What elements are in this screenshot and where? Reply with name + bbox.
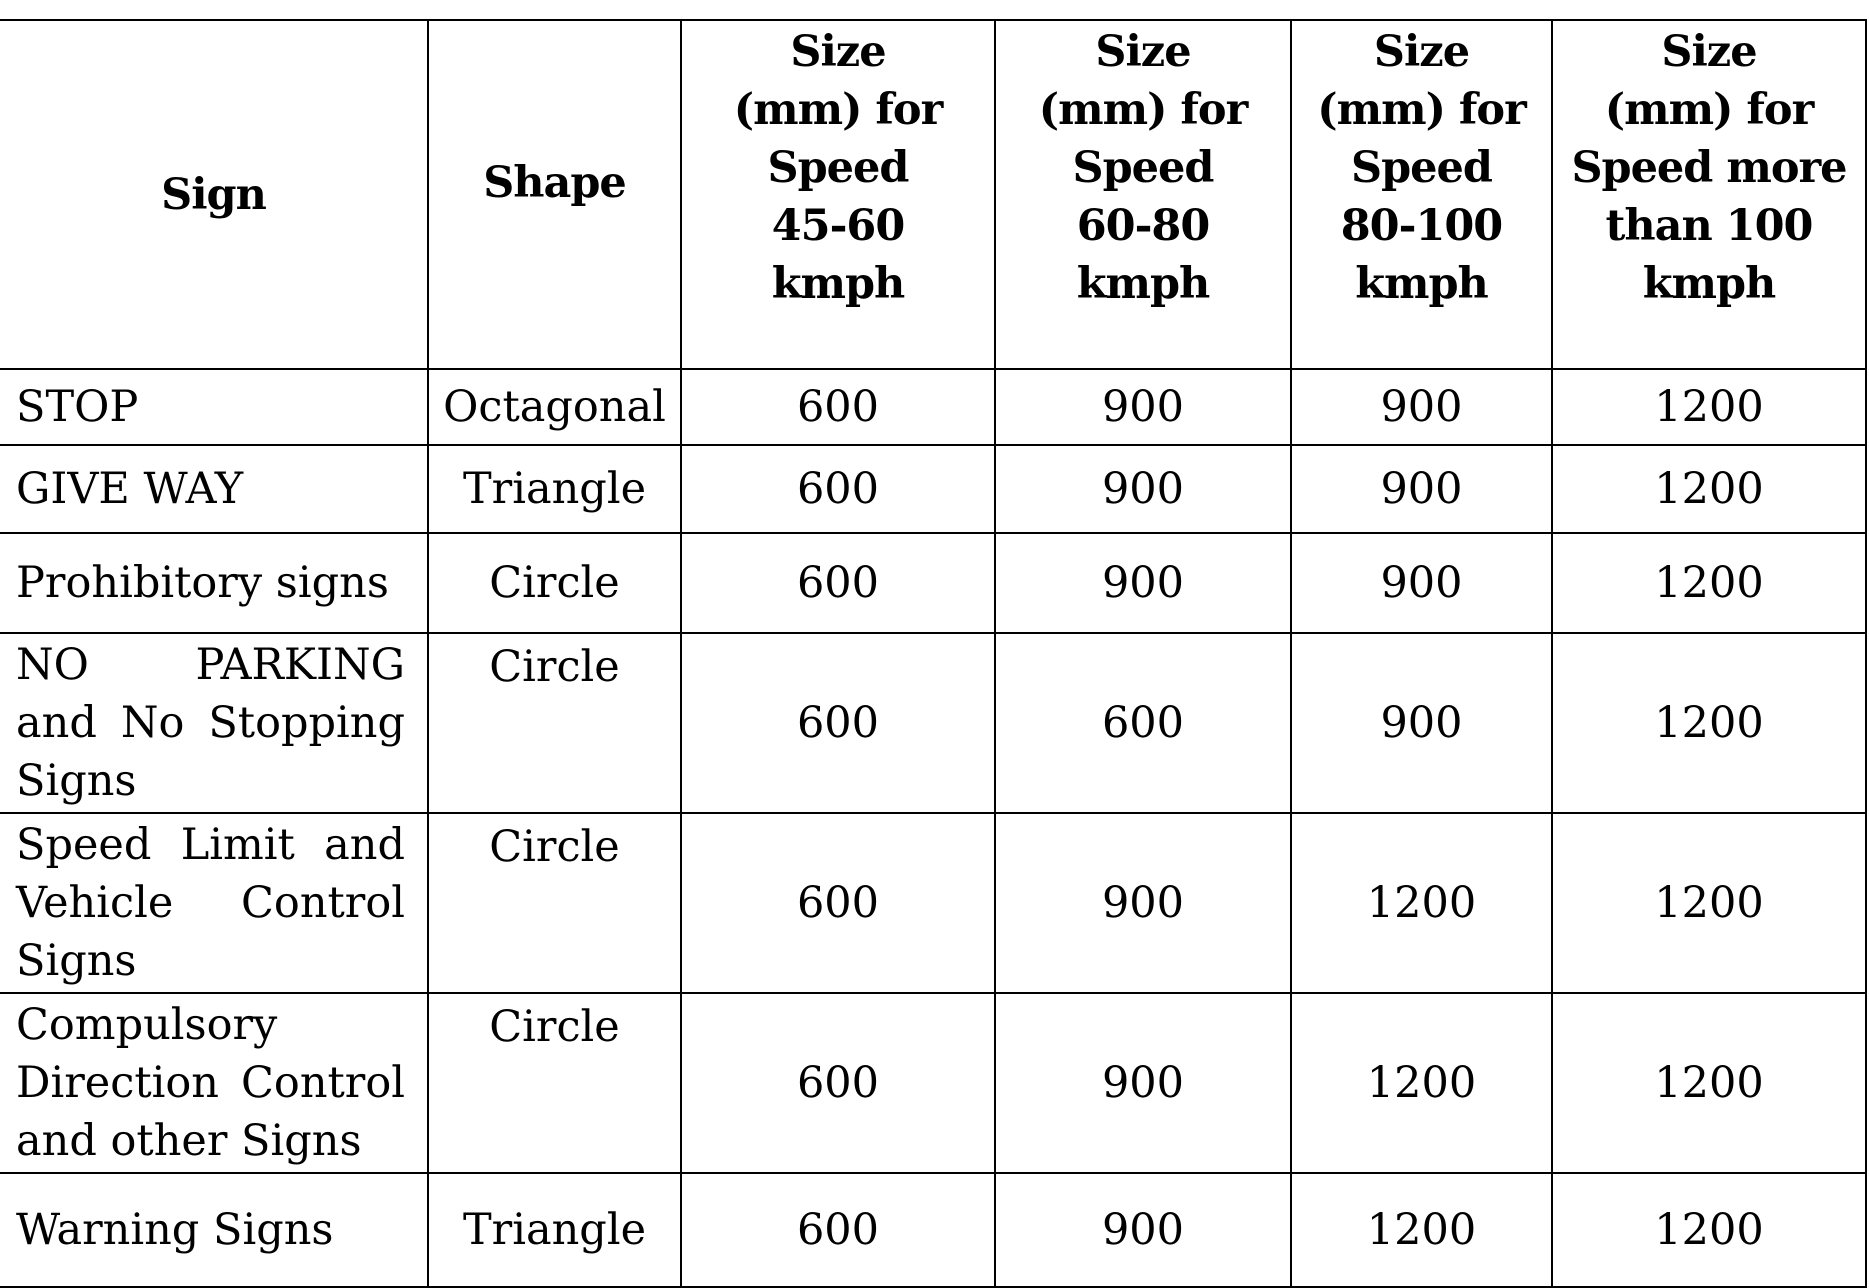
header-line: Size [790, 27, 886, 77]
cell-sign: STOP [0, 369, 428, 445]
cell-size-80-100: 1200 [1291, 993, 1552, 1173]
cell-size-60-80: 900 [995, 533, 1291, 633]
cell-size-60-80: 900 [995, 1173, 1291, 1287]
header-line: kmph [1355, 259, 1488, 309]
cell-shape: Circle [428, 993, 681, 1173]
cell-size-45-60: 600 [681, 993, 995, 1173]
cell-size-45-60: 600 [681, 633, 995, 813]
header-line: Speed [1072, 143, 1214, 193]
header-line: 80-100 [1340, 201, 1503, 251]
table-row [0, 1173, 1866, 1287]
table-header-row [0, 20, 1866, 369]
cell-size-80-100: 900 [1291, 533, 1552, 633]
cell-size-80-100: 1200 [1291, 1173, 1552, 1287]
cell-shape: Circle [428, 813, 681, 993]
cell-shape: Triangle [428, 445, 681, 533]
cell-size-60-80: 600 [995, 633, 1291, 813]
cell-sign: Warning Signs [0, 1173, 428, 1287]
cell-size-45-60: 600 [681, 533, 995, 633]
header-line: (mm) for [1317, 85, 1526, 135]
header-speed-60-80 [995, 20, 1291, 369]
cell-size-over-100: 1200 [1552, 633, 1866, 813]
cell-size-45-60: 600 [681, 445, 995, 533]
cell-size-60-80: 900 [995, 813, 1291, 993]
cell-size-over-100: 1200 [1552, 445, 1866, 533]
table-row [0, 993, 1866, 1173]
header-speed-over-100 [1552, 20, 1866, 369]
cell-shape: Circle [428, 533, 681, 633]
header-line: 45-60 [771, 201, 905, 251]
cell-sign: GIVE WAY [0, 445, 428, 533]
cell-sign: Compulsory Direction Control and other Signs [0, 993, 428, 1173]
table-row [0, 813, 1866, 993]
sign-size-table [0, 19, 1867, 1288]
cell-size-over-100: 1200 [1552, 1173, 1866, 1287]
cell-size-over-100: 1200 [1552, 369, 1866, 445]
cell-size-60-80: 900 [995, 445, 1291, 533]
table-row [0, 633, 1866, 813]
cell-size-over-100: 1200 [1552, 993, 1866, 1173]
header-line: (mm) for [733, 85, 943, 135]
cell-size-over-100: 1200 [1552, 813, 1866, 993]
header-line: Speed [1351, 143, 1492, 193]
header-speed-45-60 [681, 20, 995, 369]
cell-size-80-100: 900 [1291, 445, 1552, 533]
header-line: (mm) for [1604, 85, 1814, 135]
header-line: Speed [767, 143, 909, 193]
cell-size-60-80: 900 [995, 993, 1291, 1173]
header-line: than 100 [1605, 201, 1813, 251]
header-speed-80-100 [1291, 20, 1552, 369]
table-row [0, 369, 1866, 445]
header-line: Size [1661, 27, 1757, 77]
cell-size-45-60: 600 [681, 1173, 995, 1287]
header-line: (mm) for [1038, 85, 1248, 135]
cell-sign: NO PARKING and No Stopping Signs [0, 633, 428, 813]
cell-shape: Octagonal [428, 369, 681, 445]
header-line: kmph [1642, 259, 1776, 309]
header-line: kmph [771, 259, 905, 309]
cell-size-45-60: 600 [681, 369, 995, 445]
table-row [0, 533, 1866, 633]
header-sign: Sign [0, 20, 428, 369]
header-line: Speed more [1571, 143, 1847, 193]
cell-size-45-60: 600 [681, 813, 995, 993]
cell-sign: Prohibitory signs [0, 533, 428, 633]
cell-size-80-100: 900 [1291, 369, 1552, 445]
cell-shape: Triangle [428, 1173, 681, 1287]
cell-sign: Speed Limit and Vehicle Control Signs [0, 813, 428, 993]
header-line: Size [1095, 27, 1191, 77]
cell-size-80-100: 1200 [1291, 813, 1552, 993]
header-shape: Shape [428, 20, 681, 369]
header-line: Size [1373, 27, 1470, 77]
header-line: kmph [1076, 259, 1210, 309]
cell-size-80-100: 900 [1291, 633, 1552, 813]
table-row [0, 445, 1866, 533]
header-line: 60-80 [1076, 201, 1210, 251]
cell-size-60-80: 900 [995, 369, 1291, 445]
cell-size-over-100: 1200 [1552, 533, 1866, 633]
cell-shape: Circle [428, 633, 681, 813]
